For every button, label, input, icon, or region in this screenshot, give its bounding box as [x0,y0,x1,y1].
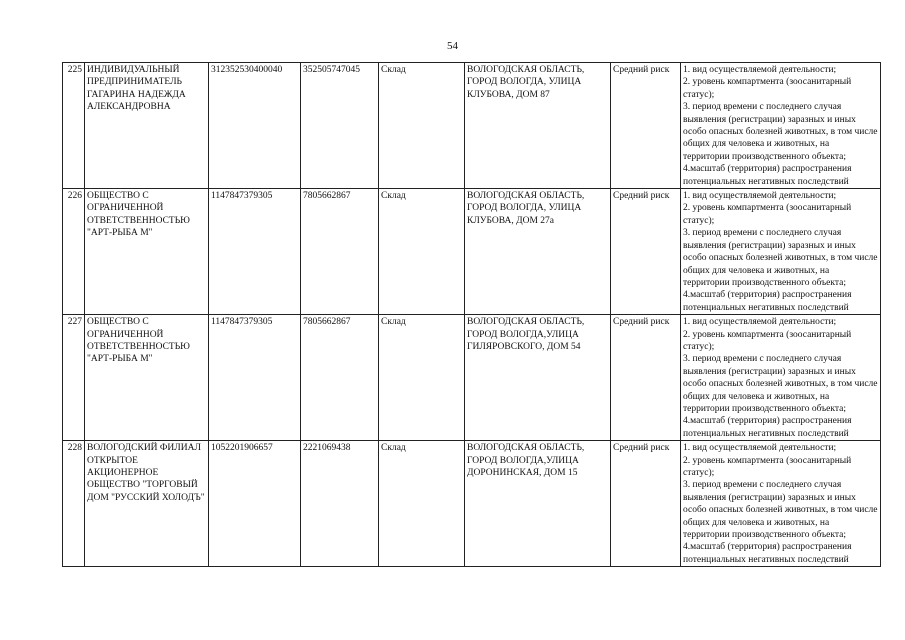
ogrn-cell: 1052201906657 [209,441,301,567]
organization-name: ИНДИВИДУАЛЬНЫЙ ПРЕДПРИНИМАТЕЛЬ ГАГАРИНА НАДЕЖДА АЛЕКСАНДРОВНА [85,63,209,189]
criterion-line: 3. период времени с последнего случая выявления (регистрации) заразных и иных особо опасных болезней животных, в том числе общих для человека и животных, на территории производственного объекта; [683,354,878,414]
address-cell: ВОЛОГОДСКАЯ ОБЛАСТЬ, ГОРОД ВОЛОГДА, УЛИЦА КЛУБОВА, ДОМ 87 [465,63,611,189]
table-row [63,63,881,189]
criterion-line: 1. вид осуществляемой деятельности; [683,443,837,454]
risk-category-cell: Средний риск [611,63,681,189]
criterion-line: 4.масштаб (территория) распространения потенциальных негативных последствий [683,290,852,313]
criterion-line: 2. уровень компартмента (зоосанитарный статус); [683,77,852,100]
inn-cell: 352505747045 [301,63,379,189]
criterion-line: 4.масштаб (территория) распространения потенциальных негативных последствий [683,164,852,187]
row-number: 225 [63,63,85,189]
row-number: 226 [63,189,85,315]
row-number: 227 [63,315,85,441]
criterion-line: 2. уровень компартмента (зоосанитарный статус); [683,329,852,352]
table-row [63,189,881,315]
criterion-line: 3. период времени с последнего случая выявления (регистрации) заразных и иных особо опасных болезней животных, в том числе общих для человека и животных, на территории производственного объекта; [683,228,878,288]
criteria-cell [681,315,881,441]
inn-cell: 2221069438 [301,441,379,567]
risk-category-cell: Средний риск [611,189,681,315]
inn-cell: 7805662867 [301,189,379,315]
object-type-cell: Склад [379,441,465,567]
table-row [63,315,881,441]
criterion-line: 2. уровень компартмента (зоосанитарный статус); [683,455,852,478]
criterion-line: 2. уровень компартмента (зоосанитарный статус); [683,203,852,226]
ogrn-cell: 312352530400040 [209,63,301,189]
criteria-cell [681,189,881,315]
address-cell: ВОЛОГОДСКАЯ ОБЛАСТЬ, ГОРОД ВОЛОГДА,УЛИЦА ДОРОНИНСКАЯ, ДОМ 15 [465,441,611,567]
criteria-cell [681,63,881,189]
criterion-line: 4.масштаб (территория) распространения потенциальных негативных последствий [683,542,852,565]
criterion-line: 3. период времени с последнего случая выявления (регистрации) заразных и иных особо опасных болезней животных, в том числе общих для человека и животных, на территории производственного объекта; [683,480,878,541]
object-type-cell: Склад [379,315,465,441]
object-type-cell: Склад [379,63,465,189]
risk-category-cell: Средний риск [611,441,681,567]
risk-category-cell: Средний риск [611,315,681,441]
criterion-line: 1. вид осуществляемой деятельности; [683,317,837,328]
inn-cell: 7805662867 [301,315,379,441]
criterion-line: 3. период времени с последнего случая выявления (регистрации) заразных и иных особо опасных болезней животных, в том числе общих для человека и животных, на территории производственного объекта; [683,102,878,162]
ogrn-cell: 1147847379305 [209,189,301,315]
object-type-cell: Склад [379,189,465,315]
ogrn-cell: 1147847379305 [209,315,301,441]
registry-table [62,62,881,567]
table-row [63,441,881,567]
page-number: 54 [447,40,458,52]
row-number: 228 [63,441,85,567]
criteria-cell [681,441,881,567]
address-cell: ВОЛОГОДСКАЯ ОБЛАСТЬ, ГОРОД ВОЛОГДА,УЛИЦА ГИЛЯРОВСКОГО, ДОМ 54 [465,315,611,441]
organization-name: ОБЩЕСТВО С ОГРАНИЧЕННОЙ ОТВЕТСТВЕННОСТЬЮ "АРТ-РЫБА М" [85,315,209,441]
criterion-line: 4.масштаб (территория) распространения потенциальных негативных последствий [683,416,852,439]
organization-name: ОБЩЕСТВО С ОГРАНИЧЕННОЙ ОТВЕТСТВЕННОСТЬЮ "АРТ-РЫБА М" [85,189,209,315]
criterion-line: 1. вид осуществляемой деятельности; [683,65,837,75]
criterion-line: 1. вид осуществляемой деятельности; [683,191,837,202]
organization-name: ВОЛОГОДСКИЙ ФИЛИАЛ ОТКРЫТОЕ АКЦИОНЕРНОЕ ОБЩЕСТВО "ТОРГОВЫЙ ДОМ "РУССКИЙ ХОЛОДЪ" [85,441,209,567]
address-cell: ВОЛОГОДСКАЯ ОБЛАСТЬ, ГОРОД ВОЛОГДА, УЛИЦА КЛУБОВА, ДОМ 27а [465,189,611,315]
